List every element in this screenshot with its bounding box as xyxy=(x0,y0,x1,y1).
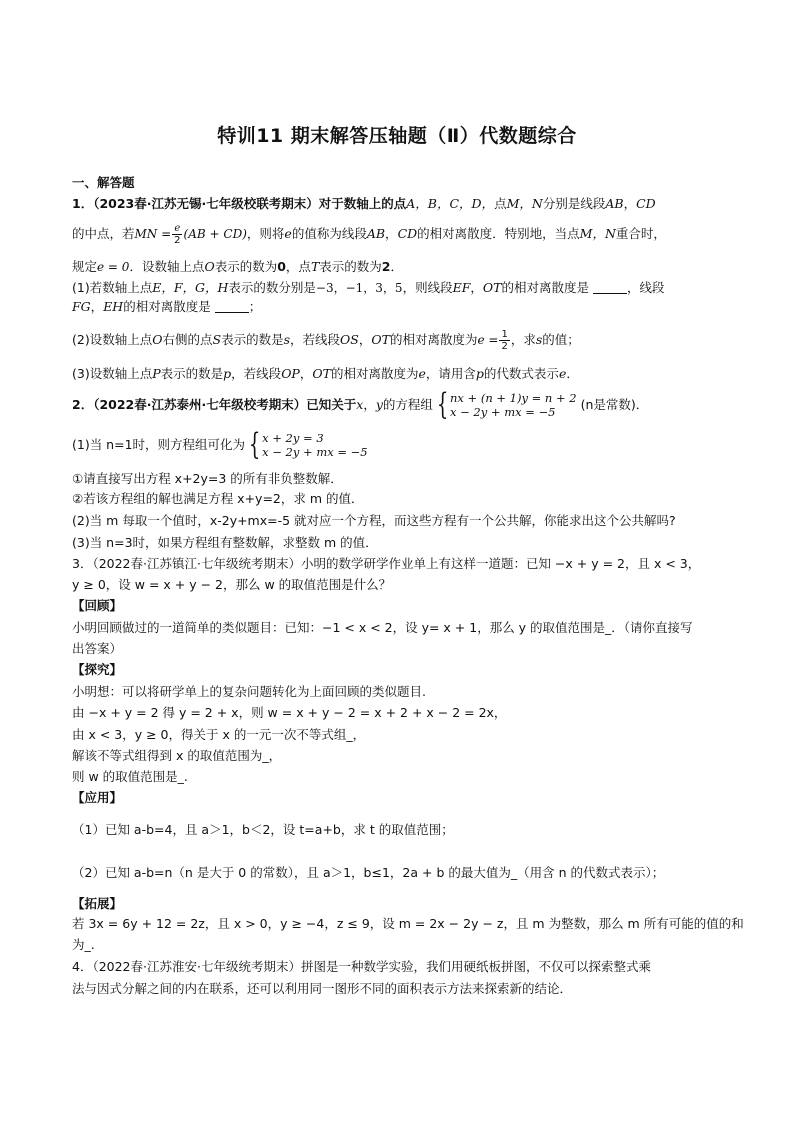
q1-text: ， xyxy=(470,280,483,295)
q1-text: ，线段 xyxy=(627,280,665,295)
q1-text: 的相对离散度为 xyxy=(330,366,419,381)
q2-equation-system: { nx + (n + 1)y = n + 2 x − 2y + mx = −5 xyxy=(436,387,577,422)
q1-ef: EF xyxy=(452,280,471,295)
q2-eq4: x − 2y + mx = −5 xyxy=(262,445,368,459)
q1-e: e xyxy=(284,226,292,241)
q1-text: ； xyxy=(248,299,262,314)
q3-apply-2: （2）已知 a-b=n（n 是大于 0 的常数），且 a＞1，b≤1，2a + b 的最大值为_（用含 n 的代数式表示）； xyxy=(72,865,665,880)
q1-text: 表示的数为 xyxy=(319,259,382,274)
q1-text: 的值； xyxy=(542,332,580,347)
q1-text: ， xyxy=(90,299,104,314)
q1-text: 规定 xyxy=(72,259,98,274)
q1-line-1 xyxy=(72,195,656,213)
answer-blank[interactable] xyxy=(593,281,627,294)
q1-fraction: $\frac{e}{2}$ xyxy=(174,222,181,246)
q1-points: A，B，C，D， xyxy=(406,196,495,211)
q2-part-1 xyxy=(72,426,368,464)
q3-explore-1: 小明想：可以将研学单上的复杂问题转化为上面回顾的类似题目. xyxy=(72,684,426,699)
q1-cd: CD xyxy=(397,226,418,241)
q2-text: (n是常数)． xyxy=(580,397,649,412)
section-heading: 一、解答题 xyxy=(72,175,135,190)
q1-ab: AB xyxy=(605,196,624,211)
page-title: 特训11 期末解答压轴题（Ⅱ）代数题综合 xyxy=(217,125,577,147)
q3-line-2: y ≥ 0，设 w = x + y − 2，那么 w 的取值范围是什么？ xyxy=(72,577,392,592)
q1-fg: FG xyxy=(72,299,91,314)
q1-efgh: E，F，G，H xyxy=(152,280,229,295)
q1-half-fraction: $\frac{1}{2}$ xyxy=(501,328,508,352)
q2-text: (1)当 n=1时，则方程组可化为 xyxy=(72,437,246,452)
q1-op: OP xyxy=(281,366,300,381)
q3-heading-extend: 【拓展】 xyxy=(72,896,123,911)
q4-line-2: 法与因式分解之间的内在联系，还可以利用同一图形不同的面积表示方法来探索新的结论． xyxy=(72,981,573,996)
q3-line-1: 3．（2022春·江苏镇江·七年级统考期末）小明的数学研学作业单上有这样一道题：已知 −x + y = 2，且 x < 3， xyxy=(72,556,701,571)
q1-p: P xyxy=(152,366,161,381)
q1-line-2 xyxy=(72,221,666,247)
q1-formula-rhs: (AB + CD) xyxy=(183,227,247,241)
q1-text: ．设数轴上点 xyxy=(129,259,205,274)
q2-equation-system-2: { x + 2y = 3 x − 2y + mx = −5 xyxy=(248,427,368,462)
q1-o: O xyxy=(152,332,163,347)
q3-extend-1: 若 3x = 6y + 12 = 2z，且 x > 0，y ≥ −4，z ≤ 9，设 m = 2x − 2y − z，且 m 为整数，那么 m 所有可能的值的和 xyxy=(72,916,744,931)
q1-text: 分别是线段 xyxy=(542,196,606,211)
q1-text: ，请用含 xyxy=(425,366,476,381)
q1-part-3 xyxy=(72,365,579,383)
q3-heading-review: 【回顾】 xyxy=(72,598,123,613)
q2-text: ， xyxy=(363,397,376,412)
q1-ot: OT xyxy=(371,332,390,347)
q3-heading-apply: 【应用】 xyxy=(72,790,123,805)
q1-part-1-cont xyxy=(72,298,261,316)
q1-text: ， xyxy=(358,332,372,347)
q1-p-var: p xyxy=(223,366,232,381)
q1-ab: AB xyxy=(366,226,386,241)
q1-mn: M，N xyxy=(506,196,543,211)
q2-text: 的方程组 xyxy=(382,397,433,412)
q1-mn: M，N xyxy=(579,226,616,241)
q1-p-var: p xyxy=(475,366,484,381)
q1-text: ，则线段 xyxy=(402,280,453,295)
q1-text: ，点 xyxy=(285,259,311,274)
q1-text: ，则将 xyxy=(246,226,285,241)
q2-part-2: (2)当 m 每取一个值时，x-2y+mx=-5 就对应一个方程，而这些方程有一个公共解，你能求出这个公共解吗? xyxy=(72,513,676,528)
q1-text: 点 xyxy=(494,196,507,211)
q1-ot: OT xyxy=(482,280,502,295)
q1-text: 的代数式表示 xyxy=(483,366,559,381)
q1-e: e xyxy=(418,366,426,381)
q1-ot: OT xyxy=(312,366,331,381)
q1-text: 的相对离散度为 xyxy=(389,332,478,347)
q1-os: OS xyxy=(340,332,359,347)
q1-e-zero: e = 0 xyxy=(97,260,130,274)
q2-x: x xyxy=(356,397,364,412)
q1-text: ， xyxy=(299,366,313,381)
q1-text: 的相对离散度．特别地，当点 xyxy=(417,226,580,241)
q1-text: ． xyxy=(566,366,579,381)
q1-text: ， xyxy=(385,226,398,241)
q2-sub-1: ①请直接写出方程 x+2y=3 的所有非负整数解． xyxy=(72,471,343,486)
q2-eq1: nx + (n + 1)y = n + 2 xyxy=(450,391,577,405)
q1-text: 表示的数分别是 xyxy=(228,280,316,295)
q1-text: ， xyxy=(623,196,637,211)
q1-text: 表示的数是 xyxy=(221,332,284,347)
q1-source: 1．（2023春·江苏无锡·七年级校联考期末）对于数轴上的点 xyxy=(72,196,407,211)
q1-s-var: s xyxy=(535,332,543,347)
q1-text: 表示的数是 xyxy=(160,366,224,381)
q1-cd: CD xyxy=(636,196,656,211)
q1-num: 0 xyxy=(277,259,286,274)
q3-extend-2: 为_. xyxy=(72,937,95,952)
q2-part-3: (3)当 n=3时，如果方程组有整数解，求整数 m 的值． xyxy=(72,535,378,550)
q2-eq3: x + 2y = 3 xyxy=(262,431,324,445)
q1-eh: EH xyxy=(103,299,124,314)
q1-part-2 xyxy=(72,327,580,353)
q1-text: ，若线段 xyxy=(290,332,341,347)
q1-text: ，求 xyxy=(510,332,536,347)
q2-line-1 xyxy=(72,386,648,424)
q3-heading-explore: 【探究】 xyxy=(72,662,123,677)
q1-text: (2)设数轴上点 xyxy=(72,332,153,347)
q1-text: 的值称为线段 xyxy=(291,226,367,241)
q1-text: 的相对离散度是 xyxy=(123,299,211,314)
q1-e: e xyxy=(558,366,567,381)
q1-num: 2 xyxy=(381,259,391,274)
q1-e-eq: e = xyxy=(477,333,499,347)
q1-line-3 xyxy=(72,258,403,276)
q1-text: (3)设数轴上点 xyxy=(72,366,153,381)
q1-text: ，若线段 xyxy=(231,366,282,381)
q1-text: 的相对离散度是 xyxy=(501,280,590,295)
q3-explore-4: 解该不等式组得到 x 的取值范围为_， xyxy=(72,748,282,763)
q2-sub-2: ②若该方程组的解也满足方程 x+y=2，求 m 的值． xyxy=(72,491,364,506)
q1-o: O xyxy=(204,259,215,274)
q3-explore-3: 由 x < 3，y ≥ 0，得关于 x 的一元一次不等式组_， xyxy=(72,727,366,742)
q1-text: ． xyxy=(390,259,404,274)
q3-apply-1: （1）已知 a-b=4，且 a＞1，b＜2，设 t=a+b，求 t 的取值范围； xyxy=(72,822,454,837)
q3-review-2: 出答案） xyxy=(72,641,123,656)
q1-t: T xyxy=(310,259,320,274)
q2-eq2: x − 2y + mx = −5 xyxy=(450,405,556,419)
q2-source: 2．（2022春·江苏泰州·七年级校考期末）已知关于 xyxy=(72,397,357,412)
q1-values: −3，−1，3，5 xyxy=(315,281,403,295)
q1-text: 重合时， xyxy=(615,226,666,241)
q1-s: S xyxy=(212,332,222,347)
q1-text: 右侧的点 xyxy=(162,332,213,347)
q3-explore-2: 由 −x + y = 2 得 y = 2 + x，则 w = x + y − 2 = x + 2 + x − 2 = 2x， xyxy=(72,705,507,720)
q1-text: 的中点，若 xyxy=(72,226,135,241)
answer-blank[interactable] xyxy=(215,300,249,313)
q4-line-1: 4．（2022春·江苏淮安·七年级统考期末）拼图是一种数学实验，我们用硬纸板拼图，不仅可以探索整式乘 xyxy=(72,959,651,974)
q1-formula-lhs: MN = xyxy=(134,227,172,241)
q1-s-var: s xyxy=(283,332,290,347)
q1-text: 表示的数为 xyxy=(214,259,278,274)
q3-explore-5: 则 w 的取值范围是_. xyxy=(72,769,188,784)
q3-review-1: 小明回顾做过的一道简单的类似题目：已知：−1 < x < 2，设 y= x + 1，那么 y 的取值范围是_．（请你直接写 xyxy=(72,620,693,635)
q1-text: (1)若数轴上点 xyxy=(72,280,153,295)
q1-part-1 xyxy=(72,279,665,297)
q2-y: y xyxy=(375,397,383,412)
